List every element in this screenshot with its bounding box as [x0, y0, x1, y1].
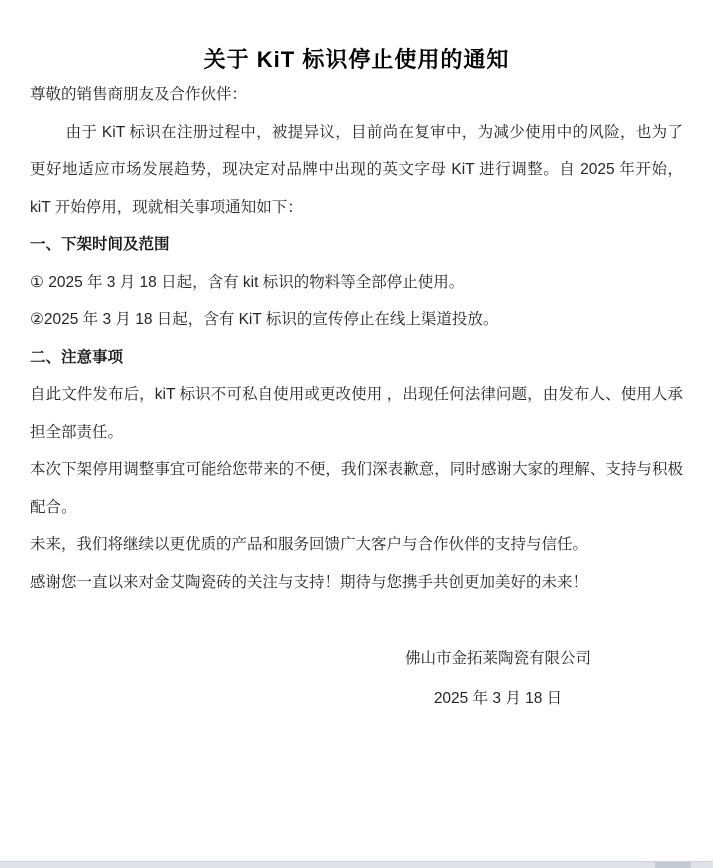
- greeting-line: 尊敬的销售商朋友及合作伙伴：: [30, 86, 248, 103]
- taskbar-edge[interactable]: [0, 861, 713, 868]
- signature-date: 2025 年 3 月 18 日: [433, 690, 563, 707]
- taskbar-edge-dark-segment: [655, 862, 691, 868]
- section2-heading: 二、注意事项: [30, 348, 124, 366]
- section1-item-1: ① 2025 年 3 月 18 日起，含有 kit 标识的物料等全部停止使用。: [30, 273, 465, 291]
- document-content: [0, 44, 713, 719]
- section2-paragraph-2: 本次下架停用调整事宜可能给您带来的不便，我们深表歉意，同时感谢大家的理解、支持与积极配合。: [30, 461, 683, 516]
- intro-paragraph: 由于 KiT 标识在注册过程中，被提异议，目前尚在复审中，为减少使用中的风险，也为了更好地适应市场发展趋势，现决定对品牌中出现的英文字母 KiT 进行调整。自 2025 年开始，kiT 开始停用，现就相关事项通知如下：: [30, 123, 683, 216]
- section1-item-2: ②2025 年 3 月 18 日起，含有 KiT 标识的宣传停止在线上渠道投放。: [30, 311, 499, 328]
- section1-heading: 一、下架时间及范围: [30, 236, 170, 253]
- section2-paragraph-1: 自此文件发布后，kiT 标识不可私自使用或更改使用 ，出现任何法律问题，由发布人、使用人承担全部责任。: [30, 386, 683, 441]
- signature-block: [348, 639, 648, 719]
- document-title: 关于 KiT 标识停止使用的通知: [203, 47, 510, 72]
- section2-paragraph-3: 未来，我们将继续以更优质的产品和服务回馈广大客户与合作伙伴的支持与信任。: [30, 536, 589, 553]
- signature-company: 佛山市金拓莱陶瓷有限公司: [404, 650, 591, 667]
- section2-paragraph-4: 感谢您一直以来对金艾陶瓷砖的关注与支持！期待与您携手共创更加美好的未来！: [30, 573, 589, 591]
